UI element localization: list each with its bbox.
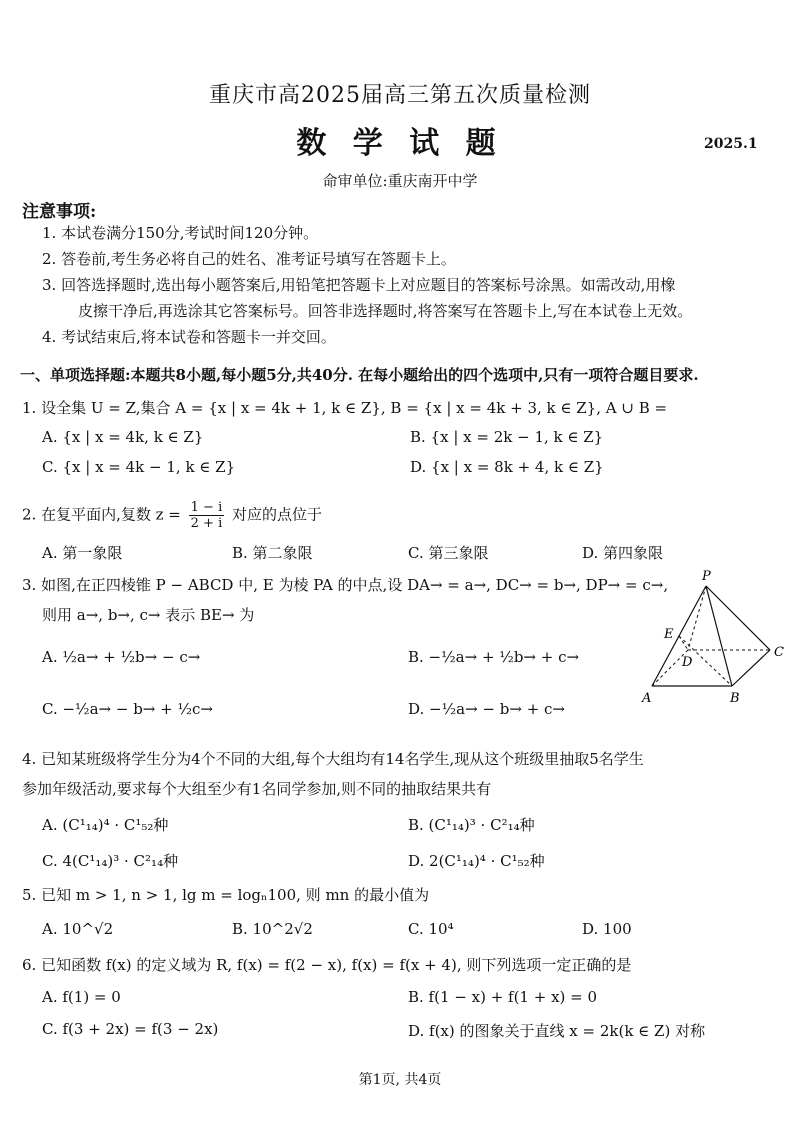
question-3-option-d: D. −½a→ − b→ + c→ <box>408 700 565 718</box>
edge-PB <box>706 586 732 686</box>
question-5-option-c: C. 10⁴ <box>408 920 454 938</box>
segment-ED <box>679 636 688 650</box>
notice-item-4: 4. 考试结束后,将本试卷和答题卡一并交回。 <box>42 328 336 346</box>
question-2-stem-pre: 2. 在复平面内,复数 z = <box>22 505 181 524</box>
label-A: A <box>642 691 652 706</box>
edge-BC <box>732 650 770 686</box>
question-4-stem-line2: 参加年级活动,要求每个大组至少有1名同学参加,则不同的抽取结果共有 <box>22 780 492 798</box>
question-2-fraction <box>189 500 225 531</box>
question-4-option-b: B. (C¹₁₄)³ · C²₁₄种 <box>408 816 535 834</box>
label-B: B <box>730 691 740 706</box>
edge-PC <box>706 586 770 650</box>
pyramid-figure <box>630 566 790 711</box>
question-5-option-d: D. 100 <box>582 920 632 938</box>
question-6-option-d: D. f(x) 的图象关于直线 x = 2k(k ∈ Z) 对称 <box>408 1022 706 1040</box>
question-4-option-c: C. 4(C¹₁₄)³ · C²₁₄种 <box>42 852 179 870</box>
section-heading: 一、单项选择题:本题共8小题,每小题5分,共40分. 在每小题给出的四个选项中,只有一项符合题目要求. <box>20 366 699 384</box>
question-6-option-b: B. f(1 − x) + f(1 + x) = 0 <box>408 988 598 1006</box>
notice-item-1: 1. 本试卷满分150分,考试时间120分钟。 <box>42 224 319 242</box>
fraction-denominator: 2 + i <box>190 516 223 531</box>
question-2-stem-post: 对应的点位于 <box>232 505 323 524</box>
question-3-option-a: A. ½a→ + ½b→ − c→ <box>42 648 201 666</box>
label-P: P <box>702 569 711 584</box>
label-D: D <box>682 655 693 670</box>
notice-heading: 注意事项: <box>22 202 97 222</box>
question-2-stem <box>22 500 322 531</box>
edge-PD <box>688 586 706 650</box>
question-2-option-b: B. 第二象限 <box>232 544 313 562</box>
question-4-stem-line1: 4. 已知某班级将学生分为4个不同的大组,每个大组均有14名学生,现从这个班级里抽取5名学生 <box>22 750 644 768</box>
notice-item-3: 3. 回答选择题时,选出每小题答案后,用铅笔把答题卡上对应题目的答案标号涂黑。如需改动,用橡 <box>42 276 676 294</box>
question-1-option-a: A. {x | x = 4k, k ∈ Z} <box>42 428 204 446</box>
question-1-option-c: C. {x | x = 4k − 1, k ∈ Z} <box>42 458 236 476</box>
label-C: C <box>774 645 784 660</box>
subject-title: 数 学 试 题 <box>296 126 504 161</box>
question-5-stem: 5. 已知 m > 1, n > 1, lg m = logₙ100, 则 mn 的最小值为 <box>22 886 430 904</box>
question-5-option-a: A. 10^√2 <box>42 920 114 938</box>
exam-unit: 命审单位:重庆南开中学 <box>322 172 478 190</box>
question-6-option-a: A. f(1) = 0 <box>42 988 121 1006</box>
question-1-option-d: D. {x | x = 8k + 4, k ∈ Z} <box>410 458 604 476</box>
question-2-option-d: D. 第四象限 <box>582 544 664 562</box>
question-2-option-c: C. 第三象限 <box>408 544 489 562</box>
question-6-option-c: C. f(3 + 2x) = f(3 − 2x) <box>42 1020 219 1038</box>
page-footer: 第1页, 共4页 <box>358 1072 442 1088</box>
notice-item-2: 2. 答卷前,考生务必将自己的姓名、准考证号填写在答题卡上。 <box>42 250 456 268</box>
question-4-option-a: A. (C¹₁₄)⁴ · C¹₅₂种 <box>42 816 169 834</box>
notice-item-3-cont: 皮擦干净后,再选涂其它答案标号。回答非选择题时,将答案写在答题卡上,写在本试卷上无效。 <box>78 302 693 320</box>
question-6-stem: 6. 已知函数 f(x) 的定义域为 R, f(x) = f(2 − x), f(x) = f(x + 4), 则下列选项一定正确的是 <box>22 956 632 974</box>
exam-date: 2025.1 <box>704 136 758 152</box>
question-3-stem-line1: 3. 如图,在正四棱锥 P − ABCD 中, E 为棱 PA 的中点,设 DA→ = a→, DC→ = b→, DP→ = c→, <box>22 576 669 594</box>
question-2-option-a: A. 第一象限 <box>42 544 123 562</box>
question-1-option-b: B. {x | x = 2k − 1, k ∈ Z} <box>410 428 604 446</box>
fraction-numerator: 1 − i <box>190 500 223 515</box>
question-3-option-c: C. −½a→ − b→ + ½c→ <box>42 700 213 718</box>
question-3-stem-line2: 则用 a→, b→, c→ 表示 BE→ 为 <box>42 606 255 624</box>
question-1-stem: 1. 设全集 U = Z,集合 A = {x | x = 4k + 1, k ∈ Z}, B = {x | x = 4k + 3, k ∈ Z}, A ∪ B = <box>22 399 668 417</box>
question-3-option-b: B. −½a→ + ½b→ + c→ <box>408 648 580 666</box>
question-4-option-d: D. 2(C¹₁₄)⁴ · C¹₅₂种 <box>408 852 545 870</box>
exam-title: 重庆市高2025届高三第五次质量检测 <box>209 83 591 108</box>
label-E: E <box>664 627 674 642</box>
question-5-option-b: B. 10^2√2 <box>232 920 313 938</box>
